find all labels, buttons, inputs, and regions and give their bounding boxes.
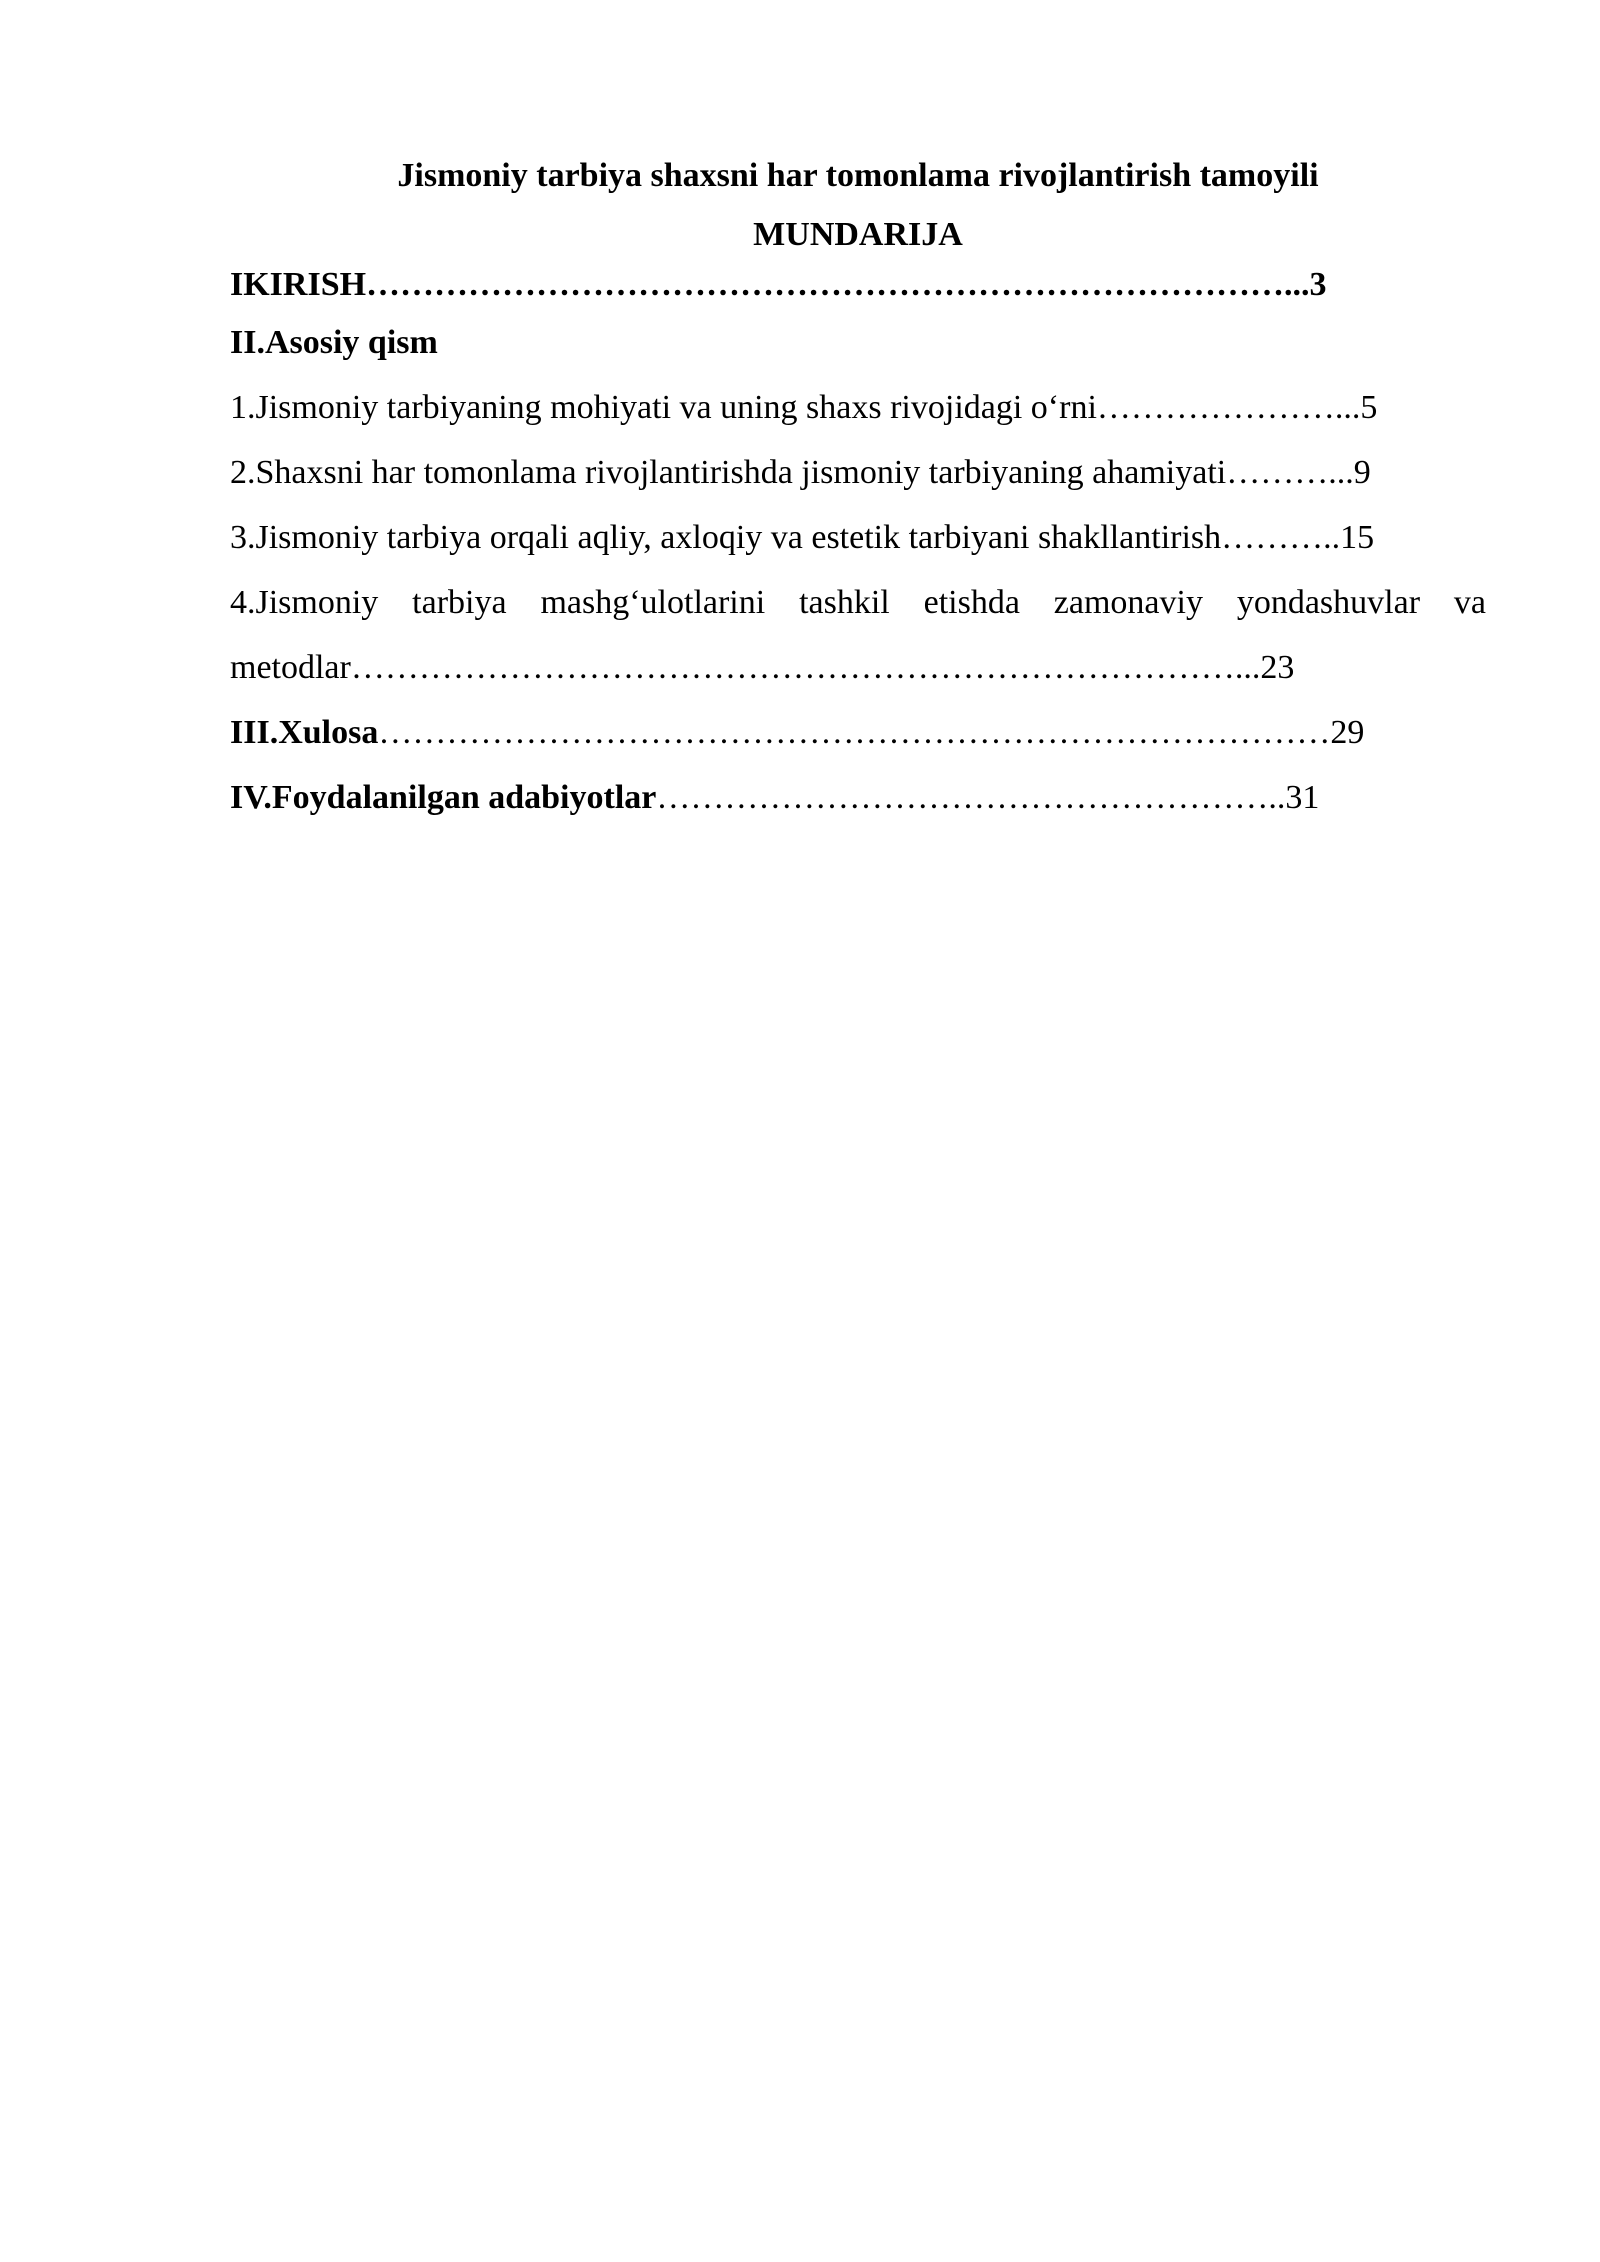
toc-heading: MUNDARIJA — [753, 216, 963, 253]
toc-entry-references — [230, 765, 1486, 830]
toc-entry-conclusion — [230, 700, 1486, 765]
page-content — [230, 150, 1486, 830]
toc-entry-2: 2.Shaxsni har tomonlama rivojlantirishda jismoniy tarbiyaning ahamiyati………...9 — [230, 454, 1371, 491]
toc-entry-4-line-2: metodlar……………………………………………………………………...23 — [230, 649, 1295, 686]
toc-entry-1: 1.Jismoniy tarbiyaning mohiyati va uning shaxs rivojidagi o‘rni…………………...5 — [230, 389, 1378, 426]
document-title: Jismoniy tarbiya shaxsni har tomonlama rivojlantirish tamoyili — [397, 157, 1319, 194]
toc-entry-conclusion-title: III.Xulosa — [230, 714, 379, 751]
toc-entry-references-title: IV.Foydalanilgan adabiyotlar — [230, 779, 657, 816]
toc-entry-references-dots: ………………………………………………..31 — [656, 779, 1320, 816]
toc-entry-4-line-1: 4.Jismoniy tarbiya mashg‘ulotlarini tashkil etishda zamonaviy yondashuvlar va — [230, 584, 1486, 621]
toc-entry-introduction: IKIRISH………………………………………………………………………...3 — [230, 266, 1327, 303]
toc-entry-main-part: II.Asosiy qism — [230, 324, 438, 361]
toc-entry-3: 3.Jismoniy tarbiya orqali aqliy, axloqiy va estetik tarbiyani shakllantirish………..15 — [230, 519, 1375, 556]
toc-entry-conclusion-dots: …………………………………………………………………………29 — [378, 714, 1365, 751]
